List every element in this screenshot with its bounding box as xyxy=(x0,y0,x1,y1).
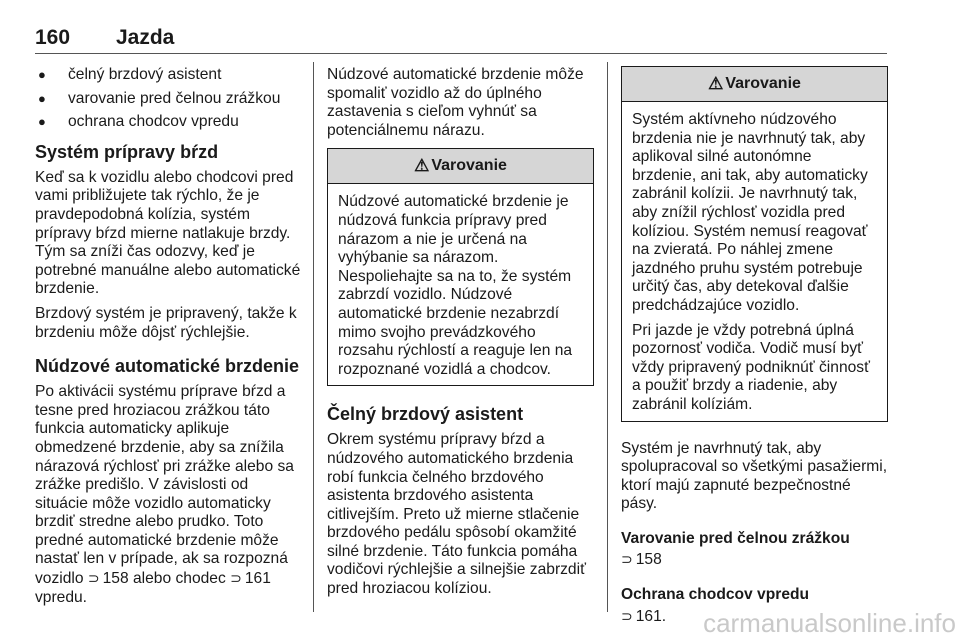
feature-list xyxy=(35,66,302,132)
section-heading-emergency-braking: Núdzové automatické brzdenie xyxy=(35,356,300,377)
watermark: carmanualsonline.info xyxy=(703,608,956,638)
section-heading-brake-assist: Čelný brzdový asistent xyxy=(327,404,524,425)
column-3 xyxy=(621,66,888,626)
page-reference-link[interactable]: 161. xyxy=(635,607,667,625)
warning-title: Varovanie xyxy=(725,74,801,92)
column-1 xyxy=(35,66,302,613)
paragraph: Keď sa k vozidlu alebo chodcovi pred vami približujete tak rýchlo, že je pravdepodobná kolízia, systém prípravy bŕzd mierne natlakuje brzdy. Tým sa zníži čas odozvy, keď je potrebné manuálne alebo automatické brzdenie. xyxy=(35,168,301,298)
header-divider xyxy=(35,53,887,54)
section-heading-brake-prep: Systém prípravy bŕzd xyxy=(35,141,219,162)
page-title: Jazda xyxy=(116,26,175,49)
page-reference-link[interactable]: 158 xyxy=(102,570,129,588)
column-divider-2 xyxy=(607,62,608,612)
column-2 xyxy=(327,66,594,605)
warning-text: Pri jazde je vždy potrebná úplná pozornosť vodiča. Vodič musí byť vždy pripravený podniknúť činnosť a použiť brzdy a riadenie, aby zabránil kolíziám. xyxy=(632,321,870,413)
reference-line xyxy=(621,550,888,570)
column-divider-1 xyxy=(313,62,314,612)
paragraph-text: Po aktivácii systému príprave bŕzd a tesne pred hroziacou zrážkou táto funkcia automaticky aplikuje obmedzené brzdenie, aby sa znížila nárazová rýchlosť pri zrážke alebo sa zrážke predišlo. V závislosti od situácie môže vozidlo automaticky brzdiť stredne alebo prudko. Toto predné automatické brzdenie môže nastať len v prípade, ak sa rozpozná vozidlo xyxy=(35,383,294,588)
paragraph-text: vpredu. xyxy=(35,588,88,606)
subheading-pedestrian-protection: Ochrana chodcov vpredu xyxy=(621,586,810,604)
paragraph: Brzdový systém je pripravený, takže k brzdeniu môže dôjsť rýchlejšie. xyxy=(35,304,297,341)
reference-arrow-icon: ⊃ xyxy=(621,607,633,624)
subheading-collision-warning: Varovanie pred čelnou zrážkou xyxy=(621,529,850,547)
paragraph: Okrem systému prípravy bŕzd a núdzového automatického brzdenia robí funkcia čelného brzdového asistenta brzdového asistenta citlivejším. Preto už mierne stlačenie brzdového pedálu spôsobí okamžité silné brzdenie. Táto funkcia pomáha vodičovi rýchlejšie a silnejšie zabrzdiť pred hroziacou kolíziou. xyxy=(327,431,586,598)
warning-title: Varovanie xyxy=(431,157,507,175)
reference-arrow-icon: ⊃ xyxy=(230,570,242,587)
paragraph xyxy=(35,383,302,607)
warning-text: Núdzové automatické brzdenie je núdzová funkcia prípravy pred nárazom a nie je určená na vyhýbanie sa nárazom. Nespoliehajte sa na to, že systém zabrzdí vozidlo. Núdzové automatické brzdenie nezabrzdí mimo svojho prevádzkového rozsahu rýchlostí a reaguje len na rozpoznané vozidlá a chodcov. xyxy=(338,193,573,378)
warning-text: Systém aktívneho núdzového brzdenia nie je navrhnutý tak, aby aplikoval silné autonómne brzdenie, ani tak, aby automaticky zabránil kolízii. Je navrhnutý tak, aby znížil rýchlosť vozidla pred kolíziou. Systém nemusí reagovať na zvieratá. Po náhlej zmene jazdného pruhu systém potrebuje určitý čas, aby detekoval ďalšie predchádzajúce vozidlo. xyxy=(632,111,868,314)
page-number: 160 xyxy=(35,26,71,49)
reference-arrow-icon: ⊃ xyxy=(621,551,633,568)
warning-box xyxy=(621,66,888,422)
paragraph-text: alebo chodec xyxy=(133,570,226,588)
warning-header xyxy=(328,149,593,184)
paragraph: Systém je navrhnutý tak, aby spolupracoval so všetkými pasažiermi, ktorí majú zapnuté bezpečnostné pásy. xyxy=(621,439,888,513)
reference-arrow-icon: ⊃ xyxy=(87,570,100,587)
warning-header xyxy=(622,67,887,102)
list-item: ● ochrana chodcov vpredu xyxy=(35,113,302,132)
list-item: ● varovanie pred čelnou zrážkou xyxy=(35,90,302,109)
list-item: ● čelný brzdový asistent xyxy=(35,66,302,85)
page-reference-link[interactable]: 161 xyxy=(244,570,271,588)
warning-triangle-icon: ⚠ xyxy=(708,73,724,93)
page-header xyxy=(35,26,925,50)
warning-body xyxy=(622,102,887,421)
warning-box xyxy=(327,148,594,386)
warning-body xyxy=(328,184,593,385)
page-reference-link[interactable]: 158 xyxy=(635,551,662,569)
warning-triangle-icon: ⚠ xyxy=(414,156,430,176)
paragraph: Núdzové automatické brzdenie môže spomaliť vozidlo až do úplného zastavenia s cieľom vyhnúť sa potenciálnemu nárazu. xyxy=(327,66,584,139)
